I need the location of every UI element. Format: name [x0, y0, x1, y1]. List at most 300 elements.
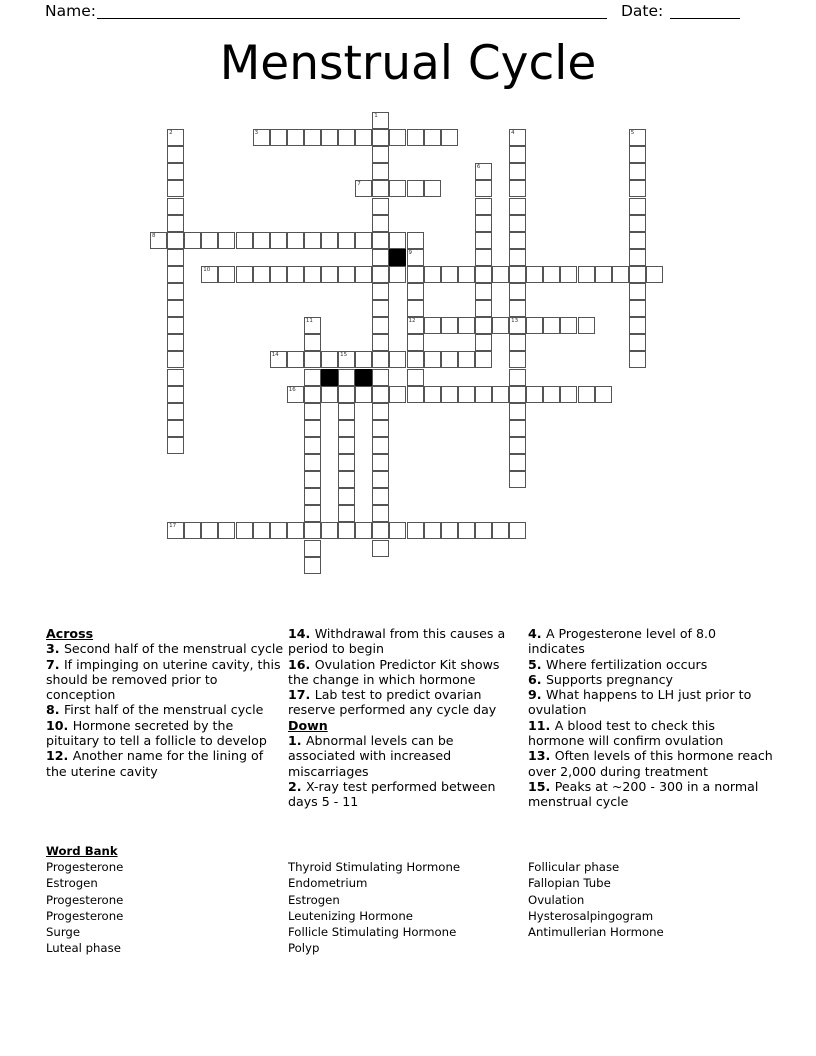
grid-cell[interactable]	[407, 266, 424, 283]
grid-cell[interactable]	[167, 386, 184, 403]
grid-cell[interactable]	[407, 334, 424, 351]
word-bank-column-2	[288, 843, 460, 956]
clue-text: Second half of the menstrual cycle	[63, 641, 284, 657]
grid-cell[interactable]	[475, 215, 492, 232]
grid-block-cell	[389, 249, 406, 266]
date-label: Date:	[621, 2, 664, 20]
grid-cell[interactable]	[287, 266, 304, 283]
grid-cell[interactable]	[372, 317, 389, 334]
grid-cell[interactable]	[543, 317, 560, 334]
grid-cell[interactable]	[321, 522, 338, 539]
grid-cell[interactable]	[253, 522, 270, 539]
grid-cell[interactable]	[304, 540, 321, 557]
grid-cell[interactable]	[355, 266, 372, 283]
clue-number: 10.	[46, 717, 73, 733]
grid-cell[interactable]	[372, 437, 389, 454]
grid-cell[interactable]	[509, 215, 526, 232]
grid-cell[interactable]	[407, 351, 424, 368]
grid-cell[interactable]	[509, 232, 526, 249]
grid-cell[interactable]	[389, 129, 406, 146]
grid-cell[interactable]	[560, 266, 577, 283]
grid-cell[interactable]	[372, 198, 389, 215]
grid-cell[interactable]	[270, 351, 287, 368]
grid-cell[interactable]	[595, 266, 612, 283]
grid-cell[interactable]	[526, 317, 543, 334]
grid-cell[interactable]	[167, 437, 184, 454]
grid-cell[interactable]	[407, 249, 424, 266]
grid-cell[interactable]	[304, 129, 321, 146]
grid-cell[interactable]	[407, 283, 424, 300]
grid-cell[interactable]	[629, 129, 646, 146]
grid-cell[interactable]	[424, 317, 441, 334]
grid-cell[interactable]	[372, 454, 389, 471]
grid-cell[interactable]	[509, 300, 526, 317]
grid-cell[interactable]	[338, 505, 355, 522]
grid-cell[interactable]	[372, 163, 389, 180]
clue-text: What happens to LH just prior to ovulation	[528, 687, 752, 718]
grid-cell[interactable]	[253, 232, 270, 249]
grid-cell[interactable]	[321, 386, 338, 403]
word-bank-word: Progesterone	[46, 892, 124, 907]
grid-cell[interactable]	[321, 351, 338, 368]
clue-number: 7.	[46, 656, 64, 672]
clue-text: Peaks at ~200 - 300 in a normal menstrual cycle	[528, 778, 759, 810]
grid-cell[interactable]	[372, 471, 389, 488]
grid-cell[interactable]	[236, 232, 253, 249]
grid-cell[interactable]	[458, 386, 475, 403]
grid-cell[interactable]	[629, 215, 646, 232]
grid-cell-number: 13	[511, 318, 519, 325]
clue-number: 6.	[528, 671, 546, 687]
grid-cell[interactable]	[372, 505, 389, 522]
grid-cell[interactable]	[492, 266, 509, 283]
clue-text: First half of the menstrual cycle	[63, 702, 264, 718]
word-bank-column-1	[46, 843, 123, 956]
grid-cell[interactable]	[338, 437, 355, 454]
grid-cell[interactable]	[236, 522, 253, 539]
word-bank-word: Surge	[46, 925, 81, 940]
grid-cell[interactable]	[578, 266, 595, 283]
grid-cell[interactable]	[201, 266, 218, 283]
grid-cell[interactable]	[526, 266, 543, 283]
grid-cell[interactable]	[458, 522, 475, 539]
clue-item-5	[528, 657, 774, 672]
clue-text: A Progesterone level of 8.0 indicates	[528, 626, 716, 657]
grid-cell[interactable]	[629, 300, 646, 317]
grid-cell[interactable]	[458, 351, 475, 368]
grid-cell[interactable]	[167, 351, 184, 368]
grid-cell[interactable]	[492, 386, 509, 403]
grid-cell[interactable]	[629, 283, 646, 300]
grid-cell[interactable]	[372, 386, 389, 403]
grid-cell[interactable]	[509, 454, 526, 471]
grid-cell[interactable]	[629, 198, 646, 215]
clue-number: 8.	[46, 702, 64, 718]
grid-cell-number: 11	[305, 318, 313, 325]
clue-text: Supports pregnancy	[545, 671, 673, 687]
clue-number: 3.	[46, 641, 64, 657]
grid-cell[interactable]	[629, 180, 646, 197]
grid-cell[interactable]	[372, 403, 389, 420]
grid-cell[interactable]	[475, 283, 492, 300]
grid-cell[interactable]	[201, 232, 218, 249]
name-label: Name:	[45, 2, 96, 20]
grid-cell[interactable]	[270, 129, 287, 146]
word-bank-spacer	[528, 843, 664, 859]
grid-cell[interactable]	[167, 232, 184, 249]
date-blank-line[interactable]	[670, 18, 740, 19]
clue-text: If impinging on uterine cavity, this should be removed prior to conception	[46, 656, 281, 703]
grid-cell[interactable]	[407, 180, 424, 197]
grid-cell-number: 16	[288, 386, 296, 393]
clue-item-12	[46, 748, 286, 779]
grid-cell[interactable]	[338, 403, 355, 420]
grid-cell[interactable]	[338, 351, 355, 368]
word-bank-word: Estrogen	[288, 892, 340, 907]
grid-cell[interactable]	[424, 266, 441, 283]
grid-cell[interactable]	[167, 198, 184, 215]
clue-number: 15.	[528, 778, 555, 794]
clue-item-14	[288, 626, 524, 657]
grid-cell[interactable]	[475, 232, 492, 249]
grid-cell[interactable]	[509, 163, 526, 180]
grid-cell[interactable]	[595, 386, 612, 403]
grid-cell[interactable]	[167, 215, 184, 232]
grid-cell[interactable]	[287, 129, 304, 146]
grid-cell[interactable]	[304, 471, 321, 488]
grid-cell[interactable]	[270, 232, 287, 249]
grid-cell[interactable]	[492, 522, 509, 539]
clue-text: Where fertilization occurs	[545, 656, 708, 672]
grid-cell[interactable]	[338, 232, 355, 249]
grid-cell[interactable]	[150, 232, 167, 249]
grid-cell[interactable]	[629, 334, 646, 351]
grid-cell[interactable]	[184, 232, 201, 249]
page-title: Menstrual Cycle	[219, 36, 597, 91]
grid-cell[interactable]	[372, 334, 389, 351]
grid-cell[interactable]	[167, 249, 184, 266]
grid-cell[interactable]	[407, 522, 424, 539]
grid-cell[interactable]	[338, 369, 355, 386]
grid-cell[interactable]	[441, 317, 458, 334]
grid-cell[interactable]	[475, 386, 492, 403]
grid-cell[interactable]	[372, 215, 389, 232]
grid-cell[interactable]	[167, 146, 184, 163]
grid-cell[interactable]	[167, 420, 184, 437]
grid-cell[interactable]	[509, 403, 526, 420]
grid-cell[interactable]	[407, 369, 424, 386]
clue-number: 5.	[528, 656, 546, 672]
clue-item-4	[528, 626, 774, 657]
grid-cell[interactable]	[304, 488, 321, 505]
grid-cell[interactable]	[441, 522, 458, 539]
grid-cell[interactable]	[167, 403, 184, 420]
clue-item-17	[288, 687, 524, 718]
word-bank-word: Thyroid Stimulating Hormone	[288, 860, 461, 875]
word-bank-word: Follicle Stimulating Hormone	[288, 925, 457, 940]
grid-cell[interactable]	[509, 249, 526, 266]
word-bank-word: Ovulation	[528, 892, 585, 907]
grid-cell[interactable]	[321, 266, 338, 283]
grid-cell[interactable]	[509, 317, 526, 334]
grid-cell[interactable]	[629, 163, 646, 180]
clue-text: X-ray test performed between days 5 - 11	[288, 778, 496, 810]
grid-cell[interactable]	[509, 129, 526, 146]
grid-cell[interactable]	[218, 232, 235, 249]
grid-cell[interactable]	[304, 454, 321, 471]
grid-cell[interactable]	[372, 369, 389, 386]
word-bank-column-3	[528, 843, 664, 940]
word-bank-word: Fallopian Tube	[528, 876, 611, 891]
clue-text: Hormone secreted by the pituitary to tell a follicle to develop	[46, 717, 267, 749]
grid-cell[interactable]	[475, 180, 492, 197]
grid-cell[interactable]	[629, 266, 646, 283]
grid-cell[interactable]	[355, 180, 372, 197]
grid-cell[interactable]	[355, 522, 372, 539]
grid-cell[interactable]	[253, 266, 270, 283]
grid-cell[interactable]	[578, 317, 595, 334]
grid-cell[interactable]	[407, 300, 424, 317]
grid-cell[interactable]	[389, 232, 406, 249]
grid-cell[interactable]	[218, 522, 235, 539]
grid-cell[interactable]	[407, 129, 424, 146]
grid-cell[interactable]	[509, 369, 526, 386]
grid-cell[interactable]	[475, 334, 492, 351]
grid-cell[interactable]	[560, 386, 577, 403]
grid-cell[interactable]	[338, 420, 355, 437]
grid-cell[interactable]	[424, 129, 441, 146]
grid-cell[interactable]	[287, 351, 304, 368]
grid-cell[interactable]	[526, 386, 543, 403]
grid-cell-number: 1	[374, 113, 378, 119]
grid-cell-number: 3	[254, 130, 259, 137]
grid-cell[interactable]	[167, 266, 184, 283]
clue-text: Often levels of this hormone reach over 2,000 during treatment	[528, 748, 773, 779]
grid-cell[interactable]	[492, 317, 509, 334]
grid-cell[interactable]	[475, 522, 492, 539]
grid-cell[interactable]	[167, 369, 184, 386]
word-bank-word: Leutenizing Hormone	[288, 908, 413, 923]
word-bank-word: Follicular phase	[528, 860, 620, 875]
grid-cell[interactable]	[338, 129, 355, 146]
grid-cell[interactable]	[338, 386, 355, 403]
grid-cell[interactable]	[441, 386, 458, 403]
grid-cell[interactable]	[184, 522, 201, 539]
grid-cell[interactable]	[509, 198, 526, 215]
grid-cell[interactable]	[372, 129, 389, 146]
grid-cell[interactable]	[475, 163, 492, 180]
grid-cell[interactable]	[287, 522, 304, 539]
grid-cell[interactable]	[509, 471, 526, 488]
grid-cell[interactable]	[509, 146, 526, 163]
grid-cell[interactable]	[338, 522, 355, 539]
grid-cell[interactable]	[475, 249, 492, 266]
grid-cell[interactable]	[458, 317, 475, 334]
grid-cell[interactable]	[304, 232, 321, 249]
grid-cell[interactable]	[355, 351, 372, 368]
grid-cell[interactable]	[458, 266, 475, 283]
grid-cell[interactable]	[372, 522, 389, 539]
grid-cell[interactable]	[629, 351, 646, 368]
clue-text: Withdrawal from this causes a period to begin	[288, 626, 506, 657]
clue-number: 9.	[528, 687, 546, 703]
grid-cell[interactable]	[167, 317, 184, 334]
grid-cell[interactable]	[509, 266, 526, 283]
grid-cell[interactable]	[304, 505, 321, 522]
grid-cell[interactable]	[424, 522, 441, 539]
grid-cell[interactable]	[201, 522, 218, 539]
grid-cell[interactable]	[424, 351, 441, 368]
grid-cell[interactable]	[372, 146, 389, 163]
grid-cell[interactable]	[509, 351, 526, 368]
grid-cell[interactable]	[629, 317, 646, 334]
grid-cell[interactable]	[475, 266, 492, 283]
grid-cell[interactable]	[389, 351, 406, 368]
clue-number: 14.	[288, 626, 315, 641]
grid-cell[interactable]	[509, 420, 526, 437]
grid-cell-number: 6	[476, 164, 481, 171]
grid-cell[interactable]	[612, 266, 629, 283]
grid-cell[interactable]	[167, 283, 184, 300]
grid-cell[interactable]	[509, 386, 526, 403]
grid-cell[interactable]	[167, 334, 184, 351]
across-heading: Across	[46, 626, 94, 641]
grid-cell[interactable]	[372, 540, 389, 557]
name-blank-line[interactable]	[97, 18, 607, 19]
grid-cell[interactable]	[338, 454, 355, 471]
grid-cell[interactable]	[304, 522, 321, 539]
grid-cell[interactable]	[509, 522, 526, 539]
grid-cell[interactable]	[270, 522, 287, 539]
grid-cell[interactable]	[355, 232, 372, 249]
grid-cell[interactable]	[304, 557, 321, 574]
grid-cell[interactable]	[372, 488, 389, 505]
grid-cell[interactable]	[321, 129, 338, 146]
grid-cell[interactable]	[424, 386, 441, 403]
grid-cell[interactable]	[287, 386, 304, 403]
word-bank-word: Antimullerian Hormone	[528, 925, 664, 940]
grid-cell[interactable]	[355, 386, 372, 403]
grid-cell[interactable]	[372, 249, 389, 266]
grid-cell[interactable]	[441, 129, 458, 146]
grid-cell[interactable]	[560, 317, 577, 334]
grid-cell[interactable]	[475, 351, 492, 368]
clue-text: Ovulation Predictor Kit shows the change in which hormone	[288, 656, 500, 687]
grid-cell[interactable]	[509, 283, 526, 300]
grid-cell[interactable]	[167, 129, 184, 146]
grid-cell[interactable]	[253, 129, 270, 146]
grid-cell[interactable]	[218, 266, 235, 283]
grid-cell[interactable]	[475, 300, 492, 317]
grid-cell[interactable]	[509, 180, 526, 197]
clue-number: 17.	[288, 687, 315, 703]
grid-cell[interactable]	[372, 420, 389, 437]
grid-cell[interactable]	[543, 386, 560, 403]
word-bank-word: Polyp	[288, 941, 320, 956]
grid-cell[interactable]	[304, 437, 321, 454]
grid-cell[interactable]	[167, 163, 184, 180]
grid-cell[interactable]	[475, 317, 492, 334]
grid-cell[interactable]	[372, 112, 389, 129]
grid-cell[interactable]	[355, 129, 372, 146]
grid-cell[interactable]	[407, 232, 424, 249]
clue-number: 13.	[528, 748, 555, 764]
grid-cell[interactable]	[167, 522, 184, 539]
grid-cell[interactable]	[407, 317, 424, 334]
grid-cell[interactable]	[372, 283, 389, 300]
grid-cell[interactable]	[629, 232, 646, 249]
grid-cell[interactable]	[475, 198, 492, 215]
grid-cell[interactable]	[236, 266, 253, 283]
grid-cell[interactable]	[304, 266, 321, 283]
grid-cell[interactable]	[389, 522, 406, 539]
grid-cell[interactable]	[167, 180, 184, 197]
grid-cell[interactable]	[424, 180, 441, 197]
grid-cell[interactable]	[389, 266, 406, 283]
grid-cell[interactable]	[304, 317, 321, 334]
grid-cell[interactable]	[578, 386, 595, 403]
grid-cell[interactable]	[338, 471, 355, 488]
grid-cell[interactable]	[372, 300, 389, 317]
clue-item-13	[528, 748, 774, 779]
grid-cell[interactable]	[407, 386, 424, 403]
grid-cell[interactable]	[389, 180, 406, 197]
clue-number: 16.	[288, 656, 315, 672]
grid-cell-number: 14	[271, 352, 279, 359]
grid-cell[interactable]	[167, 300, 184, 317]
grid-cell[interactable]	[304, 386, 321, 403]
word-bank-word: Estrogen	[46, 876, 98, 891]
grid-cell[interactable]	[304, 334, 321, 351]
clue-number: 1.	[288, 733, 306, 749]
grid-cell[interactable]	[441, 351, 458, 368]
grid-cell[interactable]	[509, 437, 526, 454]
grid-cell[interactable]	[372, 180, 389, 197]
grid-cell[interactable]	[629, 249, 646, 266]
grid-cell[interactable]	[629, 146, 646, 163]
grid-cell[interactable]	[372, 232, 389, 249]
grid-cell[interactable]	[338, 266, 355, 283]
clue-number: 11.	[528, 717, 555, 733]
grid-cell[interactable]	[372, 266, 389, 283]
grid-cell[interactable]	[270, 266, 287, 283]
grid-cell[interactable]	[389, 386, 406, 403]
grid-cell[interactable]	[321, 232, 338, 249]
grid-cell[interactable]	[287, 232, 304, 249]
grid-cell[interactable]	[304, 369, 321, 386]
grid-cell[interactable]	[304, 420, 321, 437]
clue-item-8	[46, 702, 286, 717]
clue-text: A blood test to check this hormone will confirm ovulation	[528, 717, 724, 749]
grid-block-cell	[321, 369, 338, 386]
grid-cell[interactable]	[304, 403, 321, 420]
word-bank-word: Luteal phase	[46, 941, 121, 956]
grid-cell[interactable]	[338, 488, 355, 505]
clues-column-3	[528, 626, 774, 810]
grid-cell[interactable]	[646, 266, 663, 283]
clue-item-3	[46, 641, 286, 656]
grid-cell[interactable]	[441, 266, 458, 283]
clue-item-16	[288, 657, 524, 688]
clue-text: Lab test to predict ovarian reserve performed any cycle day	[288, 687, 497, 718]
word-bank-word: Progesterone	[46, 860, 124, 875]
grid-cell[interactable]	[543, 266, 560, 283]
grid-cell[interactable]	[372, 351, 389, 368]
grid-cell-number: 15	[340, 352, 348, 359]
grid-cell[interactable]	[304, 351, 321, 368]
clue-text: Abnormal levels can be associated with increased miscarriages	[288, 733, 454, 779]
grid-cell[interactable]	[509, 334, 526, 351]
